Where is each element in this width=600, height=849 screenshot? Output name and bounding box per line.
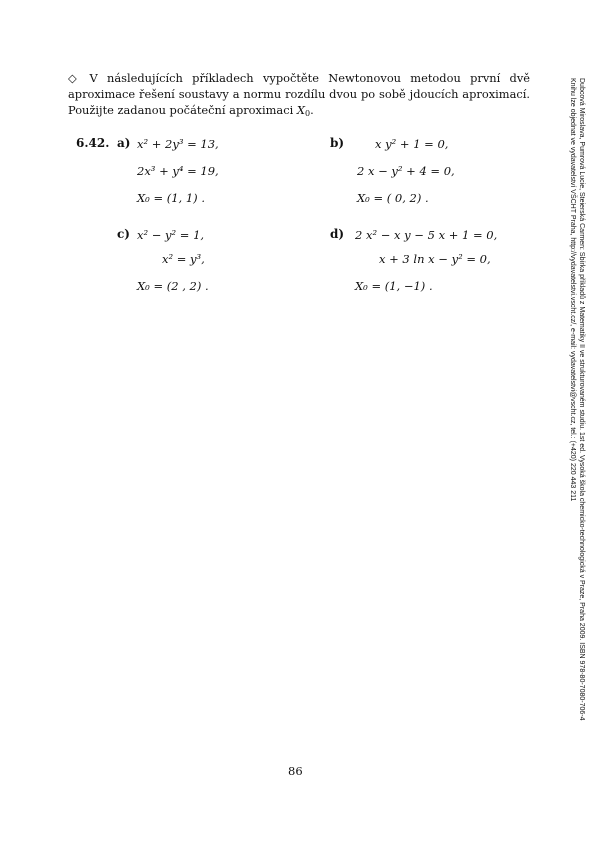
margin-note-citation: Dubcová Miroslava, Pumrová Lucie, Steierská Carmen: Sbírka příkladů z Matematiky II ve strukturovaném studiu. 1st ed. Vysoká škola chemicko-technologická v Praze, Praha 2009. ISBN 978-80-7080-706-4 [578,78,585,721]
part-b-equation-2: 2 x − y² + 4 = 0, [357,164,455,178]
part-b-label: b) [330,136,345,150]
instructions-text: V následujících příkladech vypočtěte Newtonovou metodou první dvě aproximace řešení soustavy a normu rozdílu dvou po sobě jdoucích aproximací. Použijte zadanou počáteční aproximaci [68,71,531,117]
exercise-number: 6.42. [76,136,110,150]
part-b-equation-1: x y² + 1 = 0, [375,137,449,151]
instructions-paragraph: ◇ V následujících příkladech vypočtěte Newtonovou metodou první dvě aproximace řešení soustavy a normu rozdílu dvou po sobě jdoucích aproximací. Použijte zadanou počáteční aproximaci $X_0$. [68,71,531,118]
part-a-equation-1: x² + 2y³ = 13, [137,137,219,151]
part-c-equation-1: x² − y² = 1, [137,228,205,242]
part-d-initial-approx: X₀ = (1, −1) . [355,279,433,293]
diamond-icon: ◇ [68,71,83,85]
part-a-initial-approx: X₀ = (1, 1) . [137,191,205,205]
initial-approx-symbol: $X_0$ [296,103,311,118]
part-a-label: a) [117,136,131,150]
page-number: 86 [288,764,303,778]
part-a-equation-2: 2x³ + y⁴ = 19, [137,164,219,178]
part-d-equation-1: 2 x² − x y − 5 x + 1 = 0, [355,228,498,242]
margin-note-order-info: Knihu lze objednat ve vydavatelství VŠCHT Praha, http://vydavatelstvi.vscht.cz/, e-mail: vydavatelstvi@vscht.cz, tel.: (+420) 220 443 211 [569,78,576,502]
part-c-label: c) [117,227,130,241]
part-d-label: d) [330,227,345,241]
part-c-initial-approx: X₀ = (2 , 2) . [137,279,209,293]
part-c-equation-2: x² = y³, [162,252,205,266]
part-b-initial-approx: X₀ = ( 0, 2) . [357,191,429,205]
part-d-equation-2: x + 3 ln x − y² = 0, [379,252,491,266]
margin-copyright-note [568,78,586,721]
